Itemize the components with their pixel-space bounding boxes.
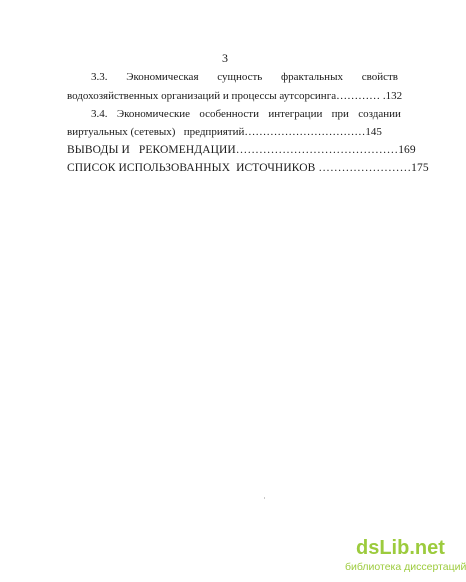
toc-entry-3-3-number: 3.3.: [91, 71, 108, 83]
toc-entry-3-4-word: при: [331, 108, 349, 120]
toc-entry-3-3-word: сущность: [217, 71, 263, 83]
toc-entry-3-3-line1: [91, 71, 398, 84]
toc-entry-3-3-word: свойств: [361, 71, 398, 83]
toc-entry-conclusions: ВЫВОДЫ И РЕКОМЕНДАЦИИ……………………………………169: [67, 144, 416, 156]
toc-entry-references: СПИСОК ИСПОЛЬЗОВАННЫХ ИСТОЧНИКОВ ……………………175: [67, 162, 429, 174]
page-number: 3: [222, 51, 228, 65]
toc-entry-3-4-word: особенности: [199, 108, 260, 120]
toc-entry-3-4-line2: виртуальных (сетевых) предприятий……………………………145: [67, 126, 382, 138]
watermark-logo-ds: ds: [356, 537, 380, 559]
toc-entry-3-4-line1: [91, 108, 401, 121]
toc-entry-3-4-word: интеграции: [268, 108, 323, 120]
watermark-logo: [356, 536, 445, 560]
watermark-logo-net: .net: [409, 537, 445, 559]
scan-speck: [264, 497, 265, 499]
toc-entry-3-4-number: 3.4.: [91, 108, 108, 120]
toc-entry-3-3-line2: водохозяйственных организаций и процессы аутсорсинга………… .132: [67, 90, 403, 102]
watermark-logo-lib: Lib: [379, 537, 410, 559]
toc-entry-3-4-word: Экономические: [116, 108, 191, 120]
watermark-caption: библиотека диссертаций: [345, 561, 466, 573]
toc-entry-3-3-word: фрактальных: [281, 71, 343, 83]
watermark: [345, 533, 466, 581]
toc-entry-3-3-word: Экономическая: [126, 71, 199, 83]
toc-entry-3-4-word: создании: [358, 108, 401, 120]
